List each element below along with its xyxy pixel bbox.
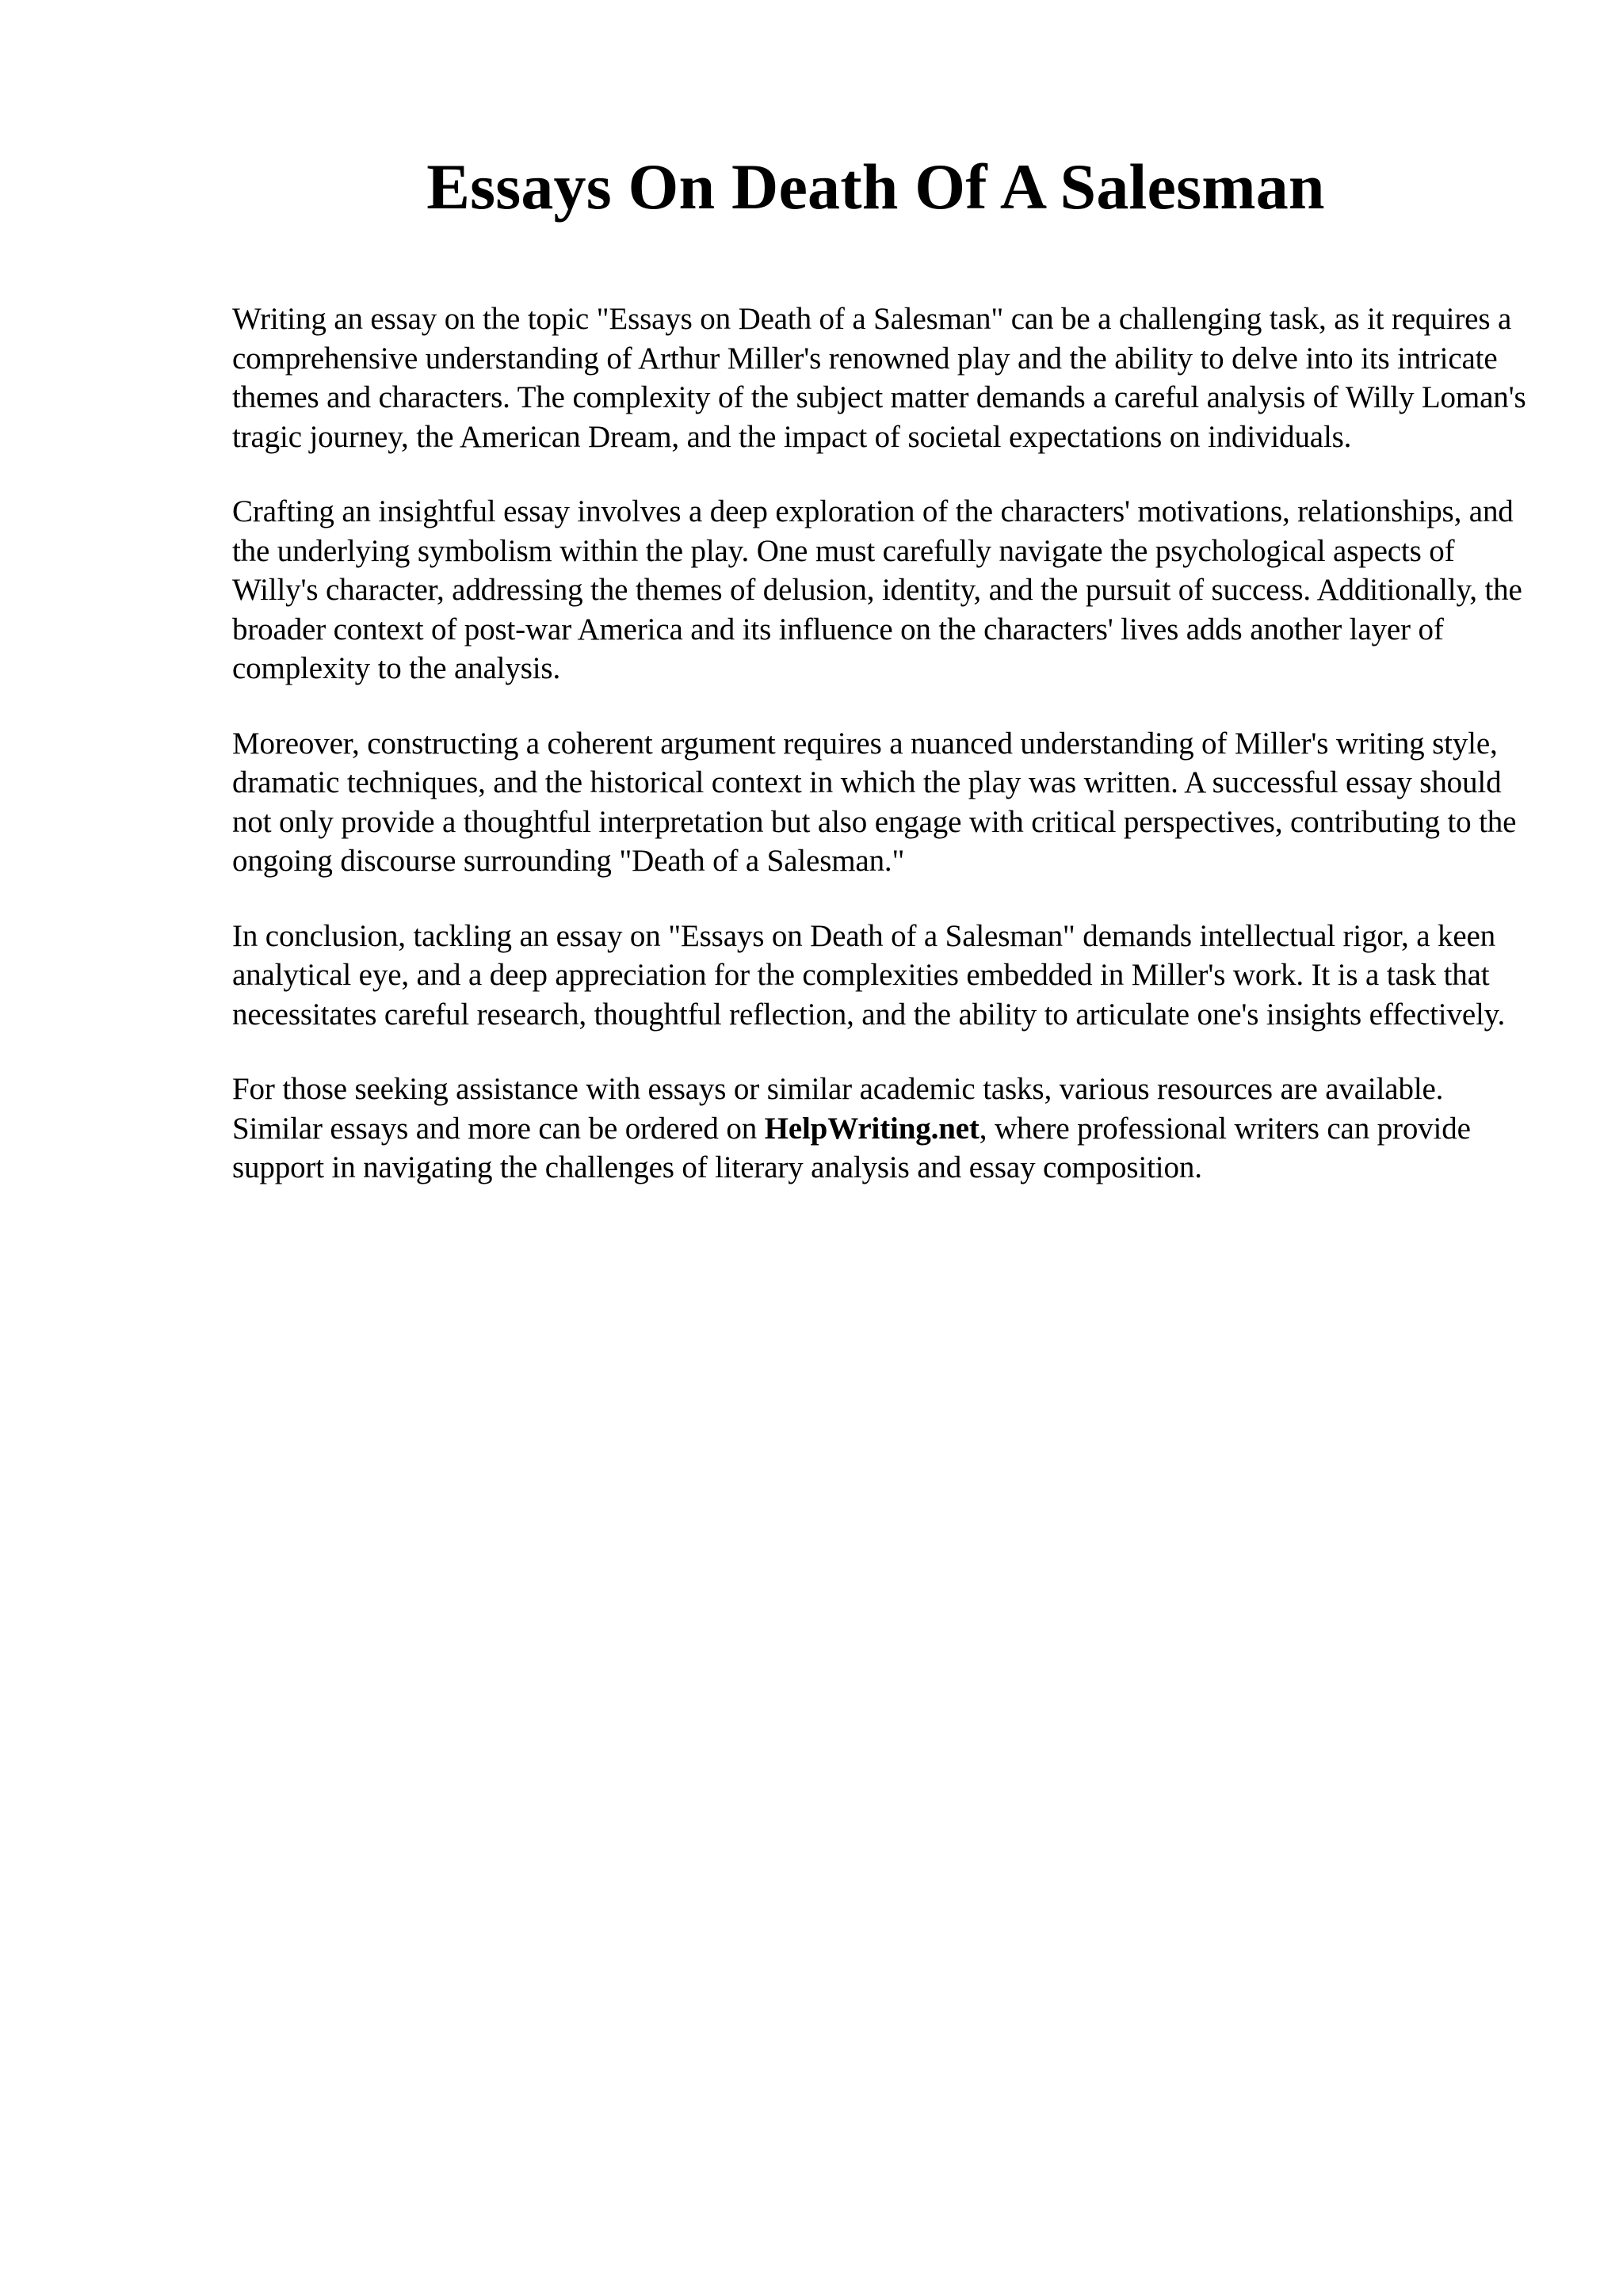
document-title: Essays On Death Of A Salesman [426,151,1325,223]
brand-name: HelpWriting.net [764,1111,980,1146]
paragraph-4: In conclusion, tackling an essay on "Essays on Death of a Salesman" demands intellectual rigor, a keen analytical eye, and a deep appreciation for the complexities embedded in Miller's work. It is a task that necessitates careful research, thoughtful reflection, and the ability to articulate one's insights effectively. [232,918,1506,1032]
paragraph-1: Writing an essay on the topic "Essays on Death of a Salesman" can be a challenging task, as it requires a comprehensive understanding of Arthur Miller's renowned play and the ability to delve into its intricate themes and characters. The complexity of the subject matter demands a careful analysis of Willy Loman's tragic journey, the American Dream, and the impact of societal expectations on individuals. [232,302,1526,454]
paragraph-5-tail: , where professional writers can provide support in navigating the challenges of literary analysis and essay composition. [232,1111,1471,1184]
paragraph-5 [232,1070,1532,1188]
document-body [232,299,1532,1223]
paragraph-5-lead: For those seeking assistance with essays or similar academic tasks, various resources are available. Similar essays and more can be ordered on [232,1072,1444,1146]
paragraph-3: Moreover, constructing a coherent argument requires a nuanced understanding of Miller's writing style, dramatic techniques, and the historical context in which the play was written. A successful essay should not only provide a thoughtful interpretation but also engage with critical perspectives, contributing to the ongoing discourse surrounding "Death of a Salesman." [232,726,1517,878]
paragraph-2: Crafting an insightful essay involves a deep exploration of the characters' motivations, relationships, and the underlying symbolism within the play. One must carefully navigate the psychological aspects of Willy's character, addressing the themes of delusion, identity, and the pursuit of success. Additionally, the broader context of post-war America and its influence on the characters' lives adds another layer of complexity to the analysis. [232,494,1522,685]
